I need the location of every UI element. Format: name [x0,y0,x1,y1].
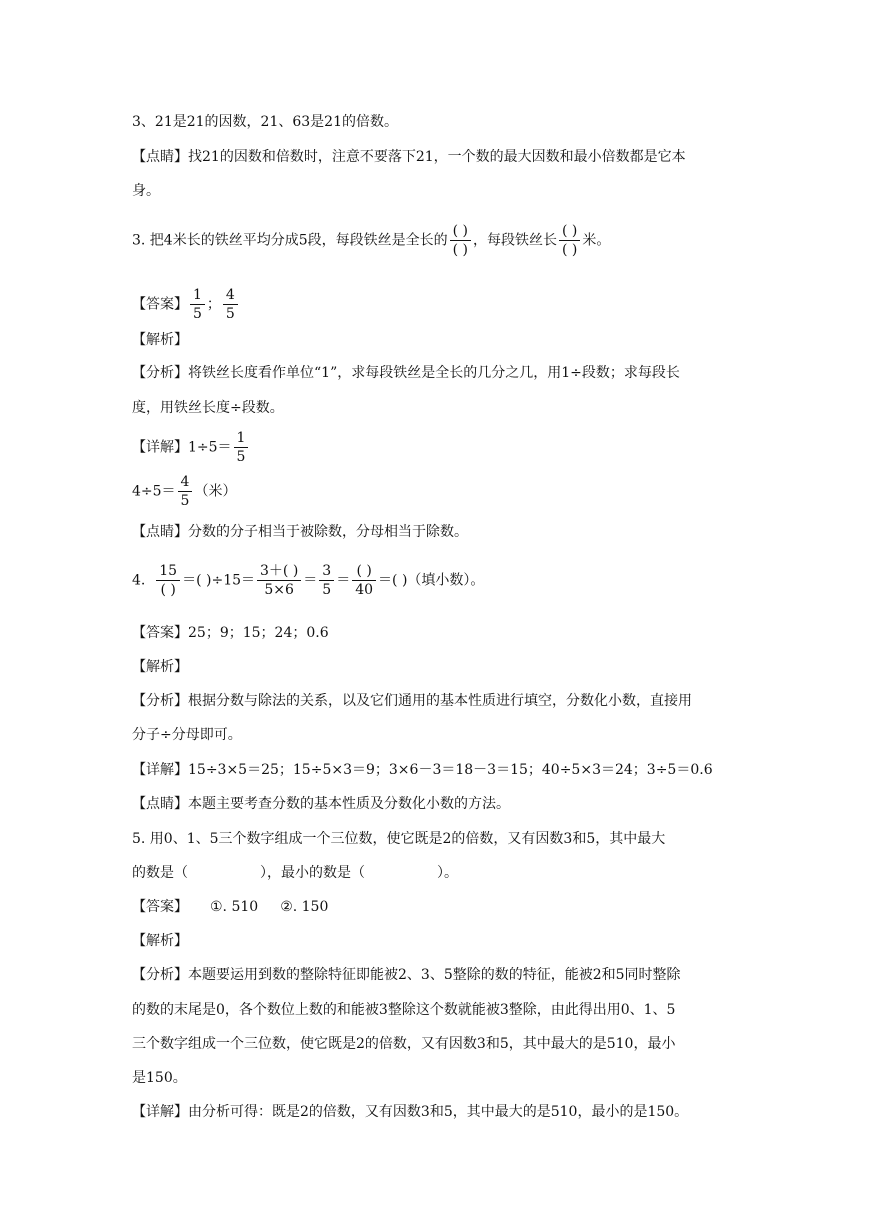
text-line: 【解析】 [132,933,188,949]
text-line: 【点睛】本题主要考查分数的基本性质及分数化小数的方法。 [132,796,510,812]
text-line: 的数的末尾是0，各个数位上数的和能被3整除这个数就能被3整除，由此得出用0、1、5 [132,1002,676,1018]
fraction: $\frac{4}{5}$ [223,286,238,323]
fraction: $\frac{3}{5}$ [319,562,334,599]
text-line: 【点睛】分数的分子相当于被除数，分母相当于除数。 [132,524,468,540]
text-line: 三个数字组成一个三位数，使它既是2的倍数，又有因数3和5，其中最大的是510，最小 [132,1036,676,1052]
detail-3b: 4÷5＝ $\frac{4}{5}$ （米） [132,474,237,509]
fraction: $\frac{4}{5}$ [178,473,193,510]
text-line: 【分析】本题要运用到数的整除特征即能被2、3、5整除的数的特征，能被2和5同时整除 [132,967,681,983]
text-line: 5. 用0、1、5三个数字组成一个三位数，使它既是2的倍数，又有因数3和5，其中最大 [132,831,666,847]
fraction: $\frac{1}{5}$ [234,429,249,466]
text-line: 【详解】15÷3×5＝25；15÷5×3＝9；3×6－3＝18－3＝15；40÷5×3＝24；3÷5＝0.6 [132,762,713,778]
fraction: $\frac{( )}{40}$ [352,562,376,599]
question-3 [132,222,610,259]
answer-3: 【答案】 $\frac{1}{5}$ ； $\frac{4}{5}$ [132,286,240,323]
text-line: 【点睛】找21的因数和倍数时，注意不要落下21，一个数的最大因数和最小倍数都是它本 [132,149,686,165]
text-line: 【解析】 [132,659,188,675]
fraction: $\frac{15}{( )}$ [156,562,180,599]
text-line: 【详解】由分析可得：既是2的倍数，又有因数3和5，其中最大的是510，最小的是150。 [132,1104,689,1120]
text-line: 是150。 [132,1070,187,1086]
question-5-blanks: 的数是（ ），最小的数是（ ）。 [132,865,458,881]
fraction: $\frac{3+( )}{5\times 6}$ [257,562,301,599]
blank-fraction: $\frac{( )}{( )}$ [450,222,471,259]
q3-mid: ，每段铁丝长 [473,232,557,249]
question-4: 4. $\frac{15}{( )}$ ＝( )÷15＝ $\frac{3+( )}{5\times 6}$ ＝ $\frac{3}{5}$ ＝ $\frac{( )}{40}$ ＝( )（填小数）。 [132,563,485,598]
text-line: 3、21是21的因数，21、63是21的倍数。 [132,114,398,130]
q3-suffix: 米。 [582,232,611,249]
detail-3a: 【详解】1÷5＝ $\frac{1}{5}$ [132,429,250,466]
text-line: 【解析】 [132,332,188,348]
text-line: 度，用铁丝长度÷段数。 [132,400,284,416]
answer-5: 【答案】 ①. 510 ②. 150 [132,899,329,915]
text-line: 身。 [132,183,160,199]
fraction: $\frac{1}{5}$ [190,286,205,323]
text-line: 分子÷分母即可。 [132,727,242,743]
q3-prefix: 3. 把4米长的铁丝平均分成5段，每段铁丝是全长的 [132,232,448,249]
text-line: 【分析】根据分数与除法的关系，以及它们通用的基本性质进行填空，分数化小数，直接用 [132,693,692,709]
text-line: 【答案】25；9；15；24；0.6 [132,625,329,641]
text-line: 【分析】将铁丝长度看作单位“1”，求每段铁丝是全长的几分之几，用1÷段数；求每段长 [132,365,680,381]
blank-fraction: $\frac{( )}{( )}$ [559,222,580,259]
